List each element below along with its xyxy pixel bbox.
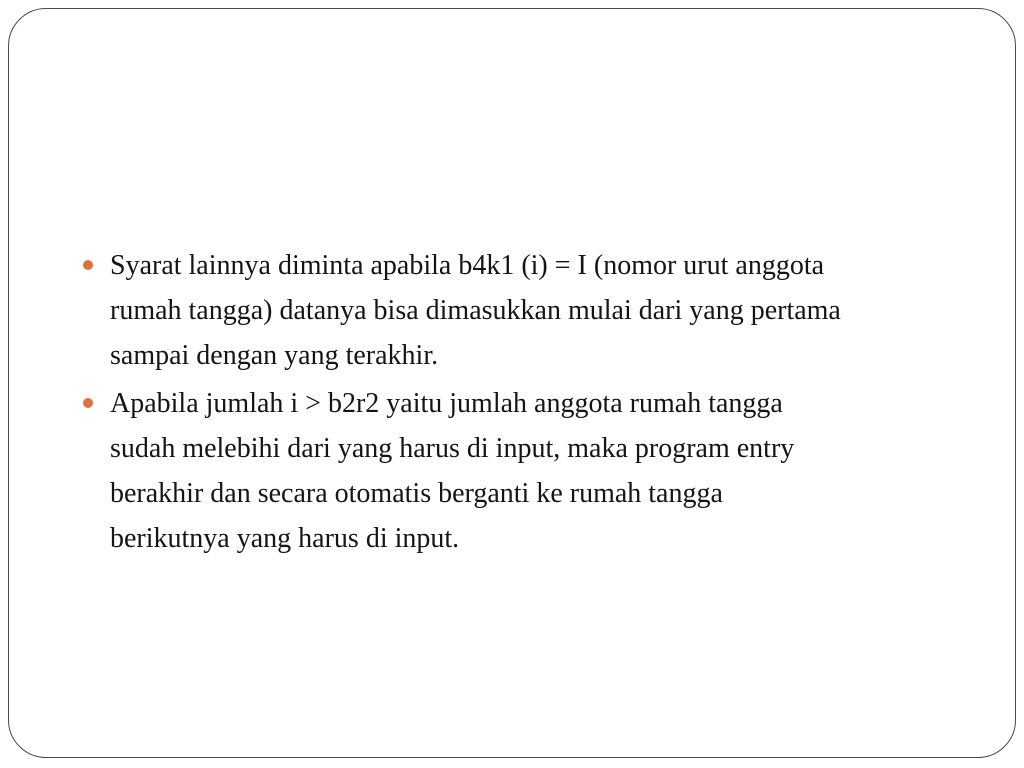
bullet-text-line: Apabila jumlah i > b2r2 yaitu jumlah anggota rumah tangga xyxy=(110,388,783,419)
bullet-item xyxy=(83,243,1003,378)
bullet-dot-icon xyxy=(83,260,93,270)
bullet-text-line: sampai dengan yang terakhir. xyxy=(110,340,439,371)
bullet-text-line: sudah melebihi dari yang harus di input, maka program entry xyxy=(110,433,795,464)
bullet-text-line: berikutnya yang harus di input. xyxy=(110,523,460,554)
bullet-text-line: berakhir dan secara otomatis berganti ke rumah tangga xyxy=(110,478,723,509)
slide-frame xyxy=(8,8,1016,758)
bullet-text-line: Syarat lainnya diminta apabila b4k1 (i) = I (nomor urut anggota xyxy=(110,250,825,281)
bullet-item xyxy=(83,381,1003,561)
bullet-list xyxy=(83,243,1003,564)
bullet-dot-icon xyxy=(83,398,93,408)
bullet-text-line: rumah tangga) datanya bisa dimasukkan mulai dari yang pertama xyxy=(110,295,841,326)
